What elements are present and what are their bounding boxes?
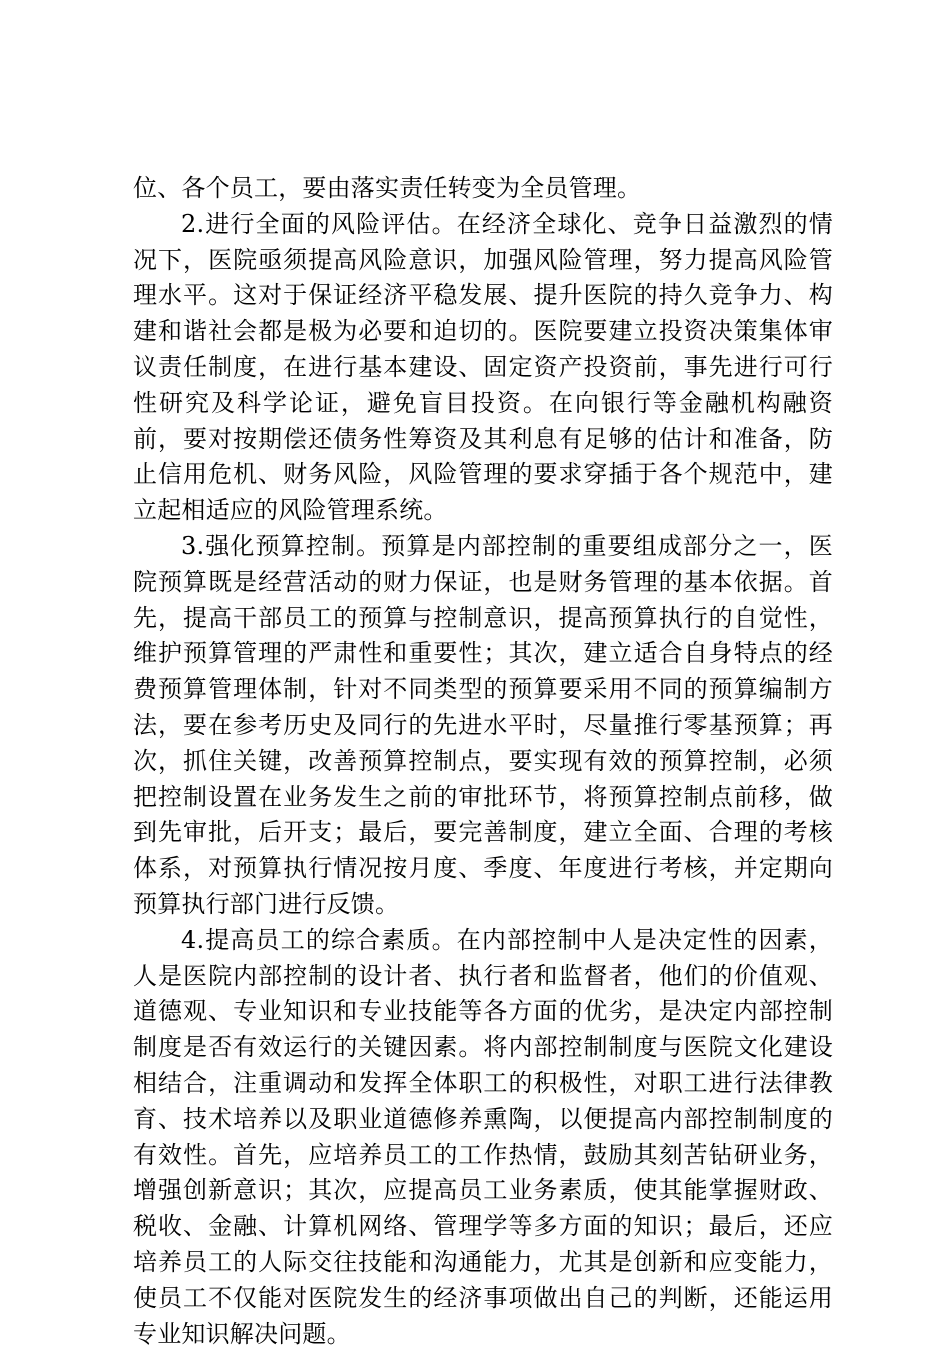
paragraph-risk-assessment: 2.进行全面的风险评估。在经济全球化、竞争日益激烈的情况下，医院亟须提高风险意识，加强风险管理，努力提高风险管理水平。这对于保证经济平稳发展、提升医院的持久竞争力、构建和谐社会都是极为必要和迫切的。医院要建立投资决策集体审议责任制度，在进行基本建设、固定资产投资前，事先进行可行性研究及科学论证，避免盲目投资。在向银行等金融机构融资前，要对按期偿还债务性筹资及其利息有足够的估计和准备，防止信用危机、财务风险，风险管理的要求穿插于各个规范中，建立起相适应的风险管理系统。 [133,209,833,525]
paragraph-staff-quality: 4.提高员工的综合素质。在内部控制中人是决定性的因素，人是医院内部控制的设计者、执行者和监督者，他们的价值观、道德观、专业知识和专业技能等各方面的优劣，是决定内部控制制度是否有效运行的关键因素。将内部控制制度与医院文化建设相结合，注重调动和发挥全体职工的积极性，对职工进行法律教育、技术培养以及职业道德修养熏陶，以便提高内部控制制度的有效性。首先，应培养员工的工作热情，鼓励其刻苦钻研业务，增强创新意识；其次，应提高员工业务素质，使其能掌握财政、税收、金融、计算机网络、管理学等多方面的知识；最后，还应培养员工的人际交往技能和沟通能力，尤其是创新和应变能力，使员工不仅能对医院发生的经济事项做出自己的判断，还能运用专业知识解决问题。 [133,925,833,1348]
paragraph-continuation: 位、各个员工，要由落实责任转变为全员管理。 [133,174,642,202]
paragraph-budget-control: 3.强化预算控制。预算是内部控制的重要组成部分之一，医院预算既是经营活动的财力保证，也是财务管理的基本依据。首先，提高干部员工的预算与控制意识，提高预算执行的自觉性，维护预算管理的严肃性和重要性；其次，建立适合自身特点的经费预算管理体制，针对不同类型的预算要采用不同的预算编制方法，要在参考历史及同行的先进水平时，尽量推行零基预算；再次，抓住关键，改善预算控制点，要实现有效的预算控制，必须把控制设置在业务发生之前的审批环节，将预算控制点前移，做到先审批，后开支；最后，要完善制度，建立全面、合理的考核体系，对预算执行情况按月度、季度、年度进行考核，并定期向预算执行部门进行反馈。 [133,531,833,918]
document-body [133,171,833,1352]
